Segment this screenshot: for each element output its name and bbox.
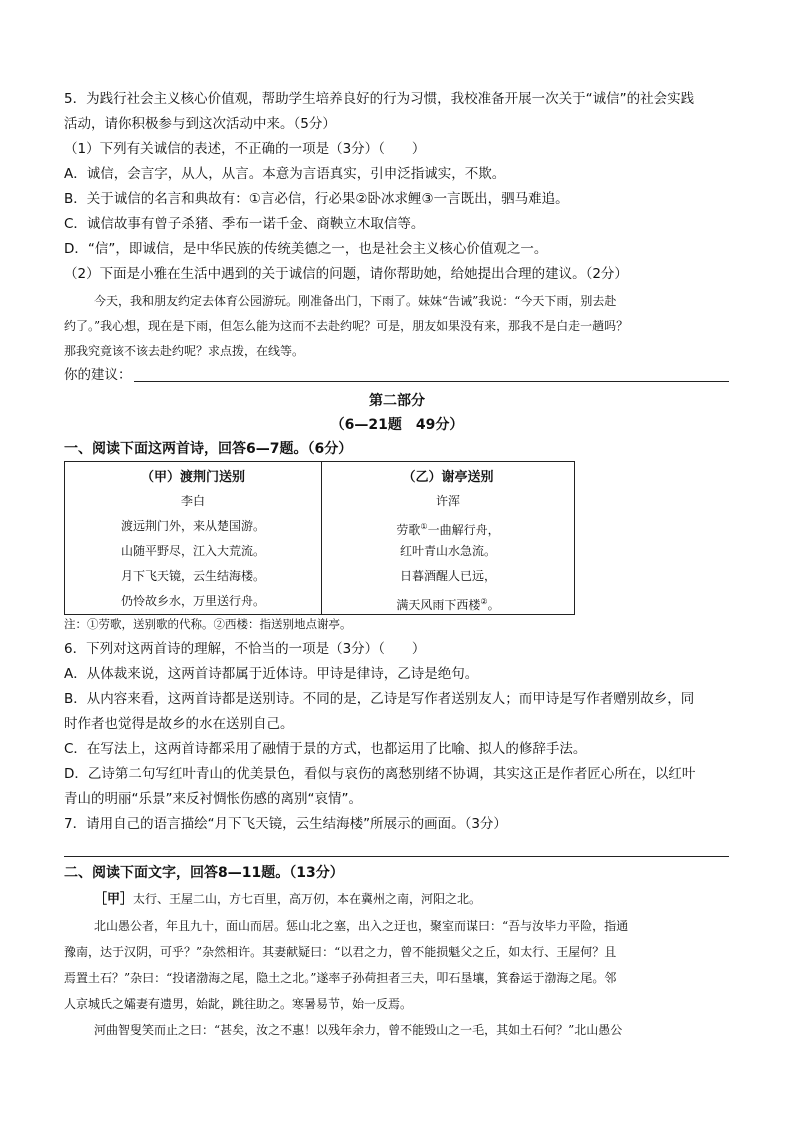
passage-label: ［甲］ bbox=[94, 892, 134, 907]
passage-p3-line1: 河曲智叟笑而止之曰：“甚矣，汝之不惠！以残年余力，曾不能毁山之一毛，其如土石何？”北山愚公 bbox=[94, 1023, 623, 1037]
footnote-marker-2: ② bbox=[480, 597, 488, 606]
section1-heading: 一、阅读下面这两首诗，回答6—7题。（6分） bbox=[64, 441, 353, 457]
poem-b-title: （乙）谢亭送别 bbox=[402, 470, 494, 485]
poem-b-cell bbox=[322, 462, 575, 615]
q5-stem-line2: 活动，请你积极参与到这次活动中来。（5分） bbox=[64, 116, 336, 132]
poem-b-line: 红叶青山水急流。 bbox=[399, 544, 496, 558]
part2-range: （6—21题 49分） bbox=[330, 417, 464, 433]
poem-a-line: 渡远荆门外，来从楚国游。 bbox=[120, 519, 265, 533]
poems-table bbox=[64, 461, 575, 615]
poem-a-line: 山随平野尽，江入大荒流。 bbox=[120, 544, 265, 558]
q6-option-d-line2: 青山的明丽“乐景”来反衬惆怅伤感的离别“哀情”。 bbox=[64, 791, 362, 807]
poem-note: 注：①劳歌，送别歌的代称。②西楼：指送别地点谢亭。 bbox=[64, 617, 352, 631]
q6-option-b-line1: B．从内容来看，这两首诗都是送别诗。不同的是，乙诗是写作者送别友人；而甲诗是写作者赠别故乡，同 bbox=[64, 691, 695, 707]
poem-a-author: 李白 bbox=[180, 494, 205, 508]
poem-b-line bbox=[322, 589, 574, 614]
passage-p2-line1: 北山愚公者，年且九十，面山而居。惩山北之塞，出入之迂也，聚室而谋曰：“吾与汝毕力平险，指通 bbox=[94, 919, 629, 933]
q6-option-b-line2: 时作者也觉得是故乡的水在送别自己。 bbox=[64, 716, 294, 732]
advice-answer-line[interactable] bbox=[134, 381, 729, 382]
q5-story-line3: 那我究竟该不该去赴约呢？求点拨，在线等。 bbox=[64, 344, 305, 358]
poem-b-line: 日暮酒醒人已远， bbox=[399, 569, 496, 583]
q5-option-c: C．诚信故事有曾子杀猪、季布一诺千金、商鞅立木取信等。 bbox=[64, 216, 425, 232]
poem-b-line bbox=[322, 514, 574, 539]
q5-story-line1: 今天，我和朋友约定去体育公园游玩。刚准备出门，下雨了。妹妹“告诫”我说：“今天下雨，别去赴 bbox=[94, 294, 617, 308]
passage-p2-line4: 人京城氏之孀妻有遗男，始龀，跳往助之。寒暑易节，始一反焉。 bbox=[64, 997, 413, 1011]
poem-a-line: 仍怜故乡水，万里送行舟。 bbox=[120, 594, 265, 608]
q5-sub1: （1）下列有关诚信的表述，不正确的一项是（3分）（ ） bbox=[64, 141, 426, 157]
poem-b-line4-pre: 满天风雨下西楼 bbox=[396, 598, 481, 612]
q5-option-b: B．关于诚信的名言和典故有：①言必信，行必果②卧冰求鲤③一言既出，驷马难追。 bbox=[64, 191, 569, 207]
poem-b-author: 许浑 bbox=[435, 494, 460, 508]
advice-label: 你的建议： bbox=[64, 367, 132, 383]
q6-option-d-line1: D．乙诗第二句写红叶青山的优美景色，看似与哀伤的离愁别绪不协调，其实这正是作者匠心所在，以红叶 bbox=[64, 766, 696, 782]
poem-a-line: 月下飞天镜，云生结海楼。 bbox=[120, 569, 265, 583]
passage-p2-line2: 豫南，达于汉阴，可乎？”杂然相许。其妻献疑曰：“以君之力，曾不能损魁父之丘，如太行、王屋何？且 bbox=[64, 945, 617, 959]
poem-b-line1-post: 一曲解行舟， bbox=[427, 523, 500, 537]
passage-p2-line3: 焉置土石？”杂曰：“投诸渤海之尾，隐土之北。”遂率子孙荷担者三夫，叩石垦壤，箕畚运于渤海之尾。邻 bbox=[64, 971, 617, 985]
poem-b-line1-pre: 劳歌 bbox=[396, 523, 421, 537]
q5-story-line2: 约了。”我心想，现在是下雨，但怎么能为这而不去赴约呢？可是，朋友如果没有来，那我不是白走一趟吗？ bbox=[64, 319, 629, 333]
poem-b-line4-post: 。 bbox=[487, 598, 500, 612]
q7-answer-line[interactable] bbox=[64, 856, 729, 857]
q6-option-c: C．在写法上，这两首诗都采用了融情于景的方式，也都运用了比喻、拟人的修辞手法。 bbox=[64, 741, 587, 757]
poem-a-title: （甲）渡荆门送别 bbox=[140, 470, 245, 485]
footnote-marker-1: ① bbox=[420, 522, 428, 531]
q5-sub2: （2）下面是小雅在生活中遇到的关于诚信的问题，请你帮助她，给她提出合理的建议。（2分） bbox=[64, 266, 628, 282]
section2-heading: 二、阅读下面文字，回答8—11题。（13分） bbox=[64, 865, 344, 881]
q5-option-d: D．“信”，即诚信，是中华民族的传统美德之一，也是社会主义核心价值观之一。 bbox=[64, 241, 548, 257]
poem-a-cell bbox=[65, 462, 322, 615]
part2-title: 第二部分 bbox=[369, 393, 425, 409]
q7-stem: 7．请用自己的语言描绘“月下飞天镜，云生结海楼”所展示的画面。（3分） bbox=[64, 816, 507, 832]
passage-jia-text: 太行、王屋二山，方七百里，高万仞，本在冀州之南，河阳之北。 bbox=[133, 892, 482, 906]
passage-jia-line1 bbox=[94, 890, 481, 909]
q6-option-a: A．从体裁来说，这两首诗都属于近体诗。甲诗是律诗，乙诗是绝句。 bbox=[64, 666, 479, 682]
q5-option-a: A．诚信，会言字，从人，从言。本意为言语真实，引申泛指诚实，不欺。 bbox=[64, 166, 506, 182]
q6-stem: 6．下列对这两首诗的理解，不恰当的一项是（3分）（ ） bbox=[64, 641, 426, 657]
q5-stem-line1: 5．为践行社会主义核心价值观，帮助学生培养良好的行为习惯，我校准备开展一次关于“诚信”的社会实践 bbox=[64, 91, 695, 107]
